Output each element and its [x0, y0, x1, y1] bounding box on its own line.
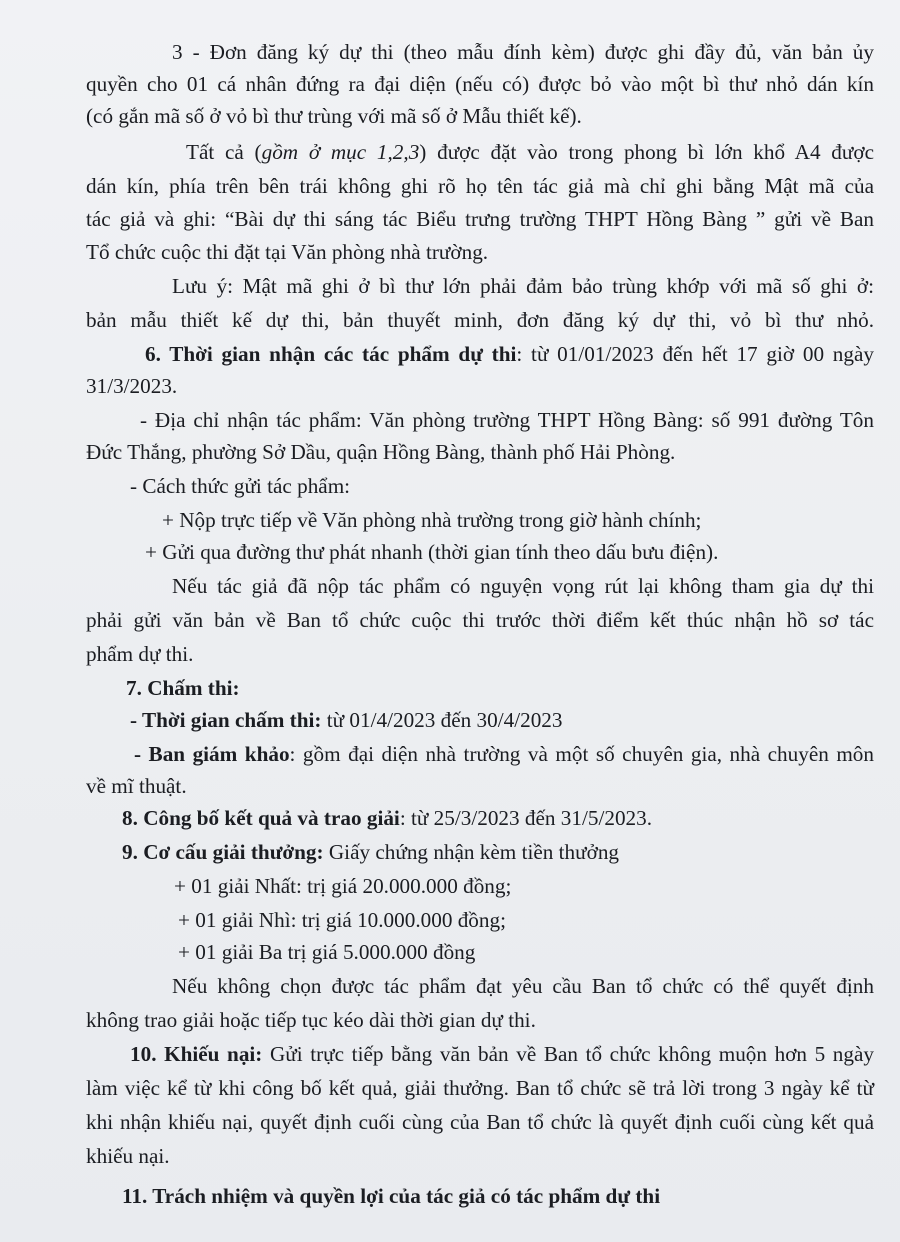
text-line: về mĩ thuật. — [86, 774, 187, 798]
section-8-heading: 8. Công bố kết quả và trao giải: từ 25/3/2023 đến 31/5/2023. — [122, 806, 653, 830]
text-line: Tổ chức cuộc thi đặt tại Văn phòng nhà trường. — [86, 240, 489, 264]
text-line: không trao giải hoặc tiếp tục kéo dài thời gian dự thi. — [86, 1008, 536, 1032]
text-line: phải gửi văn bản về Ban tổ chức cuộc thi trước thời điểm kết thúc nhận hồ sơ tác — [86, 608, 874, 632]
section-9-heading: 9. Cơ cấu giải thưởng: Giấy chứng nhận kèm tiền thưởng — [122, 840, 620, 864]
text-line: Đức Thắng, phường Sở Dầu, quận Hồng Bàng, thành phố Hải Phòng. — [86, 440, 676, 464]
text-line: khi nhận khiếu nại, quyết định cuối cùng của Ban tổ chức là quyết định cuối cùng kết quả — [86, 1110, 874, 1134]
section-7-heading: 7. Chấm thi: — [126, 676, 240, 700]
list-item: + Gửi qua đường thư phát nhanh (thời gian tính theo dấu bưu điện). — [145, 540, 719, 564]
text-line: Tất cả (gồm ở mục 1,2,3) được đặt vào trong phong bì lớn khổ A4 được — [186, 140, 874, 164]
text-line: khiếu nại. — [86, 1144, 170, 1168]
text-line: Lưu ý: Mật mã ghi ở bì thư lớn phải đảm bảo trùng khớp với mã số ghi ở: — [172, 274, 874, 298]
list-item: + 01 giải Nhất: trị giá 20.000.000 đồng; — [174, 874, 512, 898]
text-line: 3 - Đơn đăng ký dự thi (theo mẫu đính kèm) được ghi đầy đủ, văn bản ủy — [172, 40, 874, 64]
text-line: (có gắn mã số ở vỏ bì thư trùng với mã số ở Mẫu thiết kế). — [86, 104, 582, 128]
text-line: - Địa chỉ nhận tác phẩm: Văn phòng trường THPT Hồng Bàng: số 991 đường Tôn — [140, 408, 874, 432]
list-item: + 01 giải Nhì: trị giá 10.000.000 đồng; — [178, 908, 506, 932]
text-line: phẩm dự thi. — [86, 642, 194, 666]
text-line: quyền cho 01 cá nhân đứng ra đại diện (nếu có) được bỏ vào một bì thư nhỏ dán kín — [86, 72, 874, 96]
text-line: bản mẫu thiết kế dự thi, bản thuyết minh, đơn đăng ký dự thi, vỏ bì thư nhỏ. — [86, 308, 874, 332]
list-item: + Nộp trực tiếp về Văn phòng nhà trường trong giờ hành chính; — [162, 508, 702, 532]
text-line: - Thời gian chấm thi: từ 01/4/2023 đến 30/4/2023 — [130, 708, 563, 732]
section-6-heading: 6. Thời gian nhận các tác phẩm dự thi: từ 01/01/2023 đến hết 17 giờ 00 ngày — [145, 342, 874, 366]
section-10-heading: 10. Khiếu nại: Gửi trực tiếp bằng văn bản về Ban tổ chức không muộn hơn 5 ngày — [130, 1042, 874, 1066]
text-line: - Ban giám khảo: gồm đại diện nhà trường và một số chuyên gia, nhà chuyên môn — [134, 742, 874, 766]
text-line: - Cách thức gửi tác phẩm: — [130, 474, 351, 498]
text-line: Nếu không chọn được tác phẩm đạt yêu cầu Ban tổ chức có thể quyết định — [172, 974, 874, 998]
text-line: làm việc kể từ khi công bố kết quả, giải thưởng. Ban tổ chức sẽ trả lời trong 3 ngày kể từ — [86, 1076, 874, 1100]
text-line: 31/3/2023. — [86, 374, 178, 398]
text-line: dán kín, phía trên bên trái không ghi rõ họ tên tác giả mà chỉ ghi bằng Mật mã của — [86, 174, 874, 198]
section-11-heading: 11. Trách nhiệm và quyền lợi của tác giả có tác phẩm dự thi — [122, 1184, 661, 1208]
text-line: Nếu tác giả đã nộp tác phẩm có nguyện vọng rút lại không tham gia dự thi — [172, 574, 874, 598]
list-item: + 01 giải Ba trị giá 5.000.000 đồng — [178, 940, 476, 964]
text-line: tác giả và ghi: “Bài dự thi sáng tác Biểu trưng trường THPT Hồng Bàng ” gửi về Ban — [86, 207, 874, 231]
